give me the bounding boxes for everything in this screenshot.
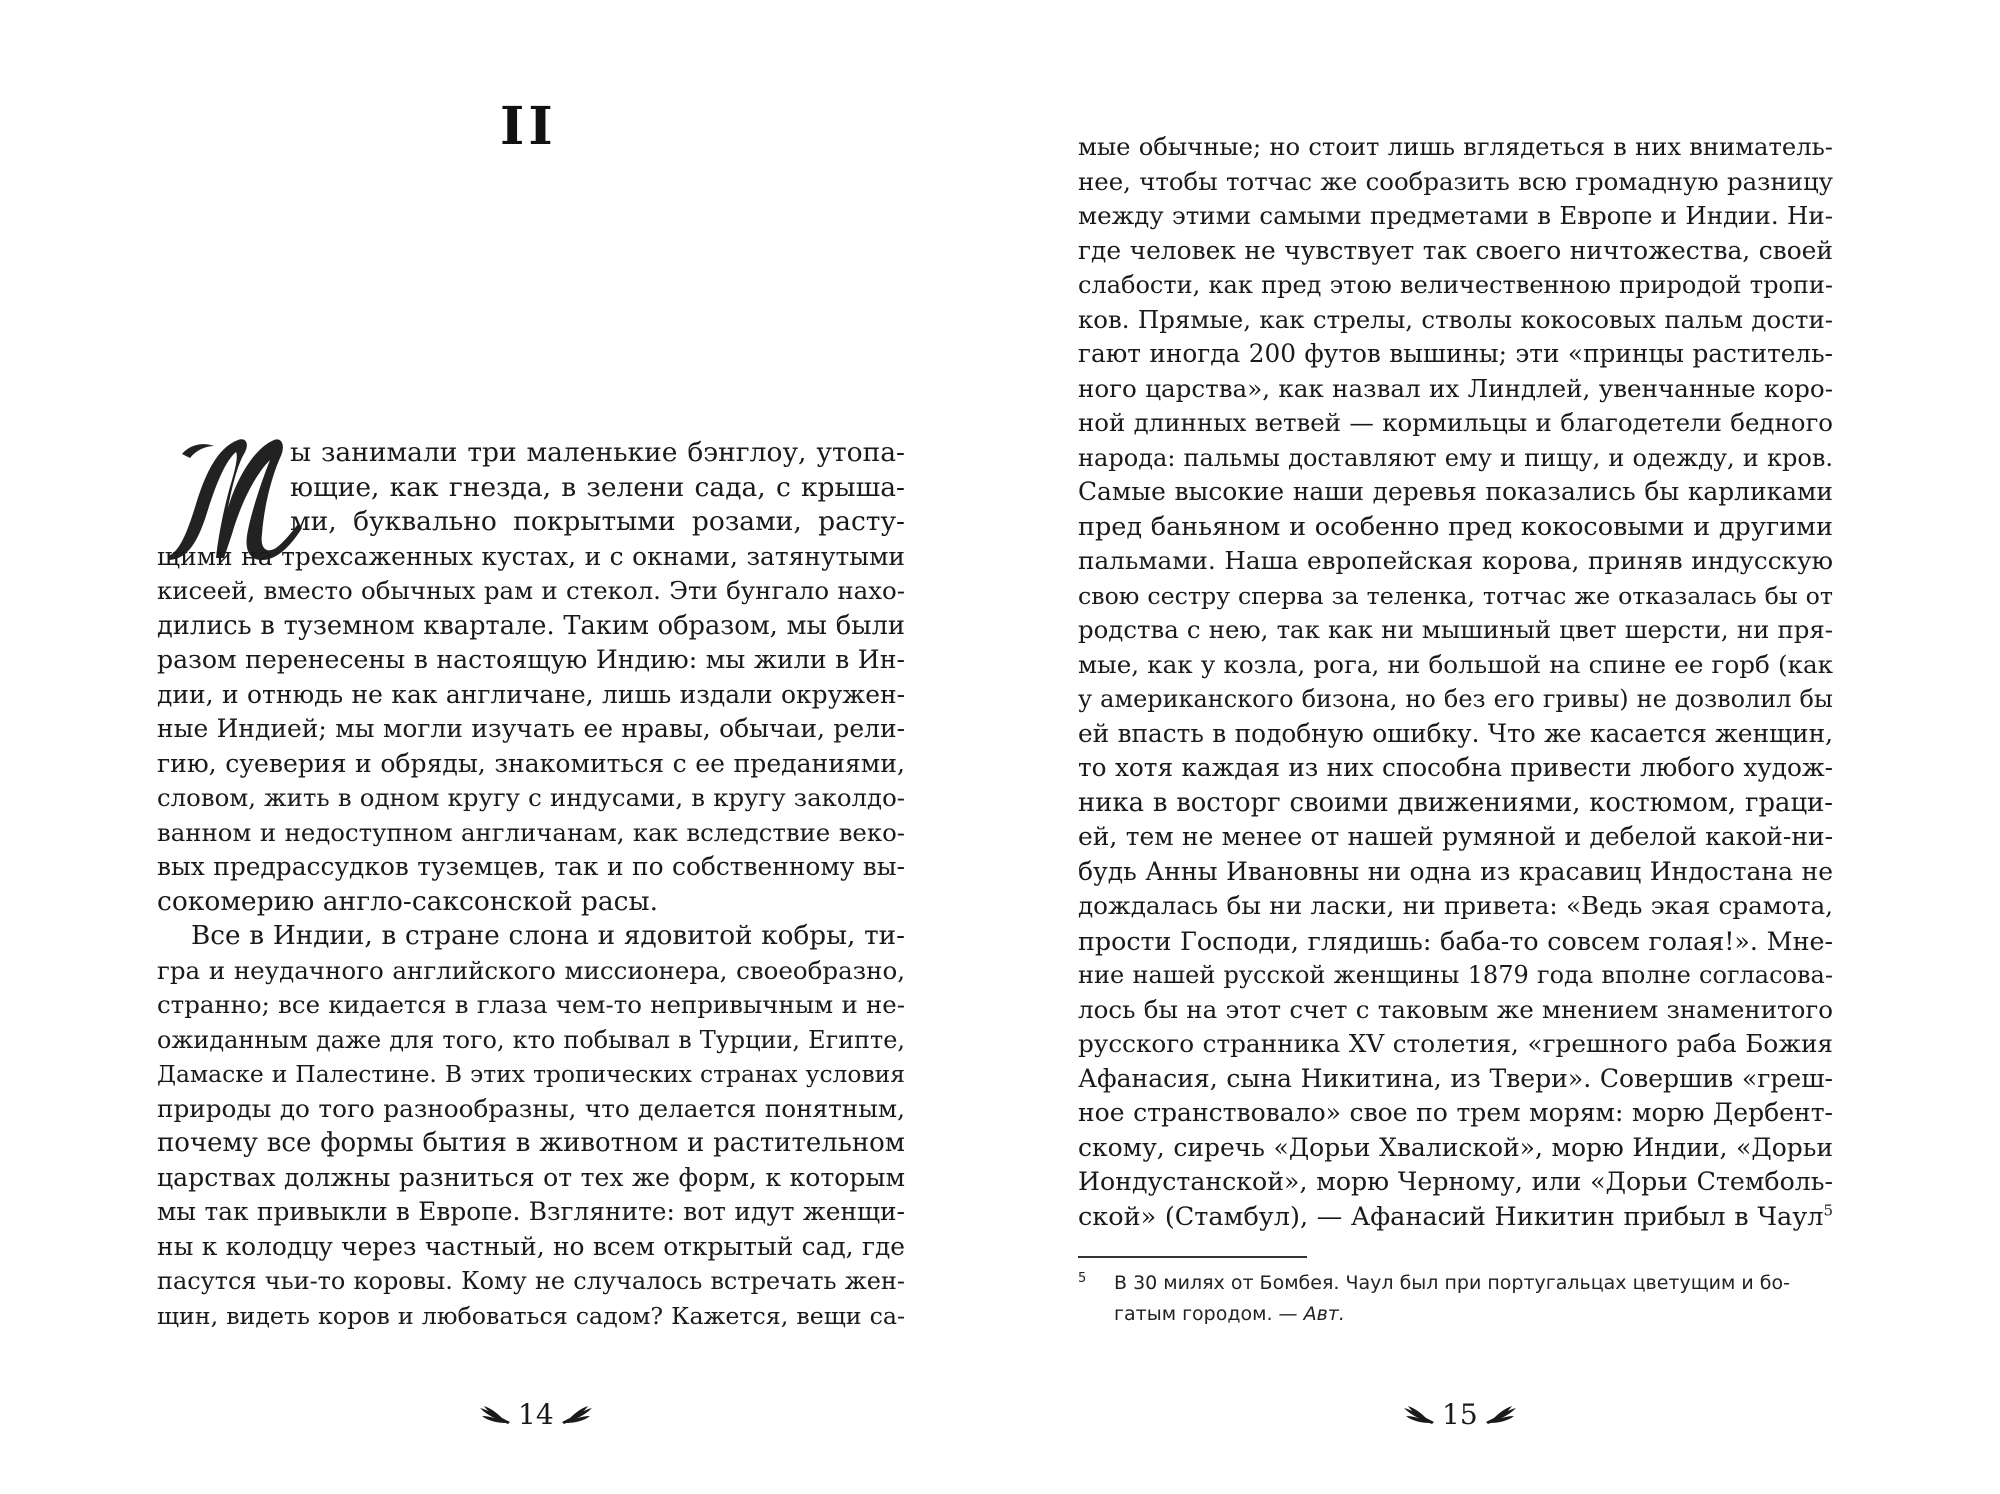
text-line: ской» (Стамбул), — Афанасий Никитин прибыл в Чаул	[1078, 1201, 1824, 1232]
text-line: русского странника XV столетия, «грешного раба Божия	[1078, 1029, 1833, 1058]
text-line: ного царства», как назвал их Линдлей, увенчанные коро-	[1078, 373, 1833, 403]
page-number-right	[1402, 1393, 1518, 1433]
text-line: царствах должны разниться от тех же форм, к которым	[157, 1162, 905, 1192]
footnote-line	[1078, 1299, 1833, 1330]
text-line: щими на трехсаженных кустах, и с окнами, затянутыми	[157, 541, 905, 571]
text-line: будь Анны Ивановны ни одна из красавиц Индостана не	[1078, 856, 1833, 886]
text-line: у американского бизона, но без его гривы) не дозволил бы	[1078, 685, 1833, 713]
text-line: дились в туземном квартале. Таким образом, мы были	[157, 610, 905, 641]
text-line: словом, жить в одном кругу с индусами, в кругу заколдо-	[157, 783, 905, 812]
page-number: 15	[1442, 1397, 1478, 1431]
leaf-ornament-icon	[1402, 1404, 1436, 1426]
text-line: Все в Индии, в стране слона и ядовитой кобры, ти-	[191, 921, 905, 951]
text-line: ми, буквально покрытыми розами, расту-	[290, 506, 905, 537]
page-number: 14	[518, 1397, 554, 1431]
text-line: ника в восторг своими движениями, костюмом, граци-	[1078, 787, 1833, 818]
text-line: пасутся чьи-то коровы. Кому не случалось встречать жен-	[157, 1267, 905, 1295]
page-number-left	[478, 1393, 594, 1433]
text-line: дождалась бы ни ласки, ни привета: «Ведь экая срамота,	[1078, 891, 1833, 920]
text-line: мые, как у козла, рога, ни большой на спине ее горб (как	[1078, 649, 1833, 679]
footnote-text: гатым городом. —	[1114, 1303, 1298, 1325]
text-line: кисеей, вместо обычных рам и стекол. Эти бунгало нахо-	[157, 576, 905, 605]
text-line: между этими самыми предметами в Европе и Индии. Ни-	[1078, 201, 1833, 230]
footnote-mark: 5	[1078, 1271, 1087, 1286]
text-line: родства с нею, так как ни мышиный цвет шерсти, ни пря-	[1078, 615, 1833, 644]
text-line: пальмами. Наша европейская корова, приняв индусскую	[1078, 546, 1833, 575]
text-line: ны к колодцу через частный, но всем открытый сад, где	[157, 1231, 905, 1261]
text-line: ожиданным даже для того, кто побывал в Турции, Египте,	[157, 1025, 905, 1054]
text-line: гию, суеверия и обряды, знакомиться с ее преданиями,	[157, 748, 905, 778]
text-line: слабости, как пред этою величественною природой тропи-	[1078, 271, 1833, 299]
footnote	[1078, 1268, 1833, 1330]
text-line: почему все формы бытия в животном и растительном	[157, 1128, 905, 1158]
text-line: ванном и недоступном англичанам, как вследствие веко-	[157, 817, 905, 847]
text-line: народа: пальмы доставляют ему и пищу, и одежду, и кров.	[1078, 443, 1833, 472]
text-line: ы занимали три маленькие бэнглоу, утопа-	[290, 437, 905, 468]
leaf-ornament-icon	[1484, 1404, 1518, 1426]
text-line: где человек не чувствует так своего ничтожества, своей	[1078, 235, 1833, 265]
text-line: Иондустанской», морю Черному, или «Дорьи Стемболь-	[1078, 1167, 1833, 1196]
text-line: гают иногда 200 футов вышины; эти «принцы раститель-	[1078, 339, 1833, 368]
text-line: разом перенесены в настоящую Индию: мы жили в Ин-	[157, 645, 905, 674]
text-line: ное странствовало» свое по трем морям: морю Дербент-	[1078, 1098, 1833, 1127]
text-line: свою сестру сперва за теленка, тотчас же отказалась бы от	[1078, 581, 1833, 610]
text-line: ние нашей русской женщины 1879 года вполне согласова-	[1078, 961, 1833, 989]
text-line: гра и неудачного английского миссионера, своеобразно,	[157, 955, 905, 985]
text-line: странно; все кидается в глаза чем-то непривычным и не-	[157, 990, 905, 1019]
text-line: то хотя каждая из них способна привести любого худож-	[1078, 753, 1833, 782]
text-line: нее, чтобы тотчас же сообразить всю громадную разницу	[1078, 166, 1833, 196]
text-line: Дамаске и Палестине. В этих тропических странах условия	[157, 1060, 905, 1088]
text-line: вых предрассудков туземцев, так и по собственному вы-	[157, 852, 905, 881]
text-line: ные Индией; мы могли изучать ее нравы, обычаи, рели-	[157, 714, 905, 743]
text-line: щин, видеть коров и любоваться садом? Кажется, вещи са-	[157, 1301, 905, 1330]
text-line: дии, и отнюдь не как англичане, лишь издали окружен-	[157, 679, 905, 709]
text-line: скому, сиречь «Дорьи Хвалиской», морю Индии, «Дорьи	[1078, 1132, 1833, 1162]
text-line: лось бы на этот счет с таковым же мнением знаменитого	[1078, 994, 1833, 1024]
text-line: сокомерию англо-саксонской расы.	[157, 885, 659, 917]
text-line: природы до того разнообразны, что делается понятным,	[157, 1093, 905, 1123]
footnote-text: В 30 милях от Бомбея. Чаул был при португальцах цветущим и бо-	[1114, 1272, 1790, 1294]
text-line: мые обычные; но стоит лишь вглядеться в них вниматель-	[1078, 132, 1833, 161]
text-line: мы так привыкли в Европе. Взгляните: вот идут женщи-	[157, 1197, 905, 1226]
chapter-numeral: II	[500, 96, 557, 157]
text-line: ющие, как гнезда, в зелени сада, с крыша-	[290, 471, 905, 503]
right-body-text	[1078, 130, 1833, 1234]
text-line: Самые высокие наши деревья показались бы карликами	[1078, 477, 1833, 506]
text-line-with-footnote-ref	[1078, 1200, 1833, 1235]
text-line: ной длинных ветвей — кормильцы и благодетели бедного	[1078, 408, 1833, 437]
footnote-reference: 5	[1823, 1201, 1833, 1219]
leaf-ornament-icon	[478, 1404, 512, 1426]
leaf-ornament-icon	[560, 1404, 594, 1426]
text-line: прости Господи, глядишь: баба-то совсем голая!». Мне-	[1078, 925, 1833, 956]
footnote-divider	[1078, 1256, 1307, 1258]
text-line: пред баньяном и особенно пред кокосовыми и другими	[1078, 511, 1833, 542]
footnote-line	[1078, 1268, 1833, 1299]
text-line: ей впасть в подобную ошибку. Что же касается женщин,	[1078, 718, 1833, 748]
text-line: Афанасия, сына Никитина, из Твери». Совершив «греш-	[1078, 1063, 1833, 1093]
text-line: ей, тем не менее от нашей румяной и дебелой какой-ни-	[1078, 822, 1833, 851]
text-line: ков. Прямые, как стрелы, стволы кокосовых пальм дости-	[1078, 304, 1833, 334]
left-body-text	[157, 436, 905, 1333]
footnote-author: Авт.	[1303, 1303, 1345, 1325]
